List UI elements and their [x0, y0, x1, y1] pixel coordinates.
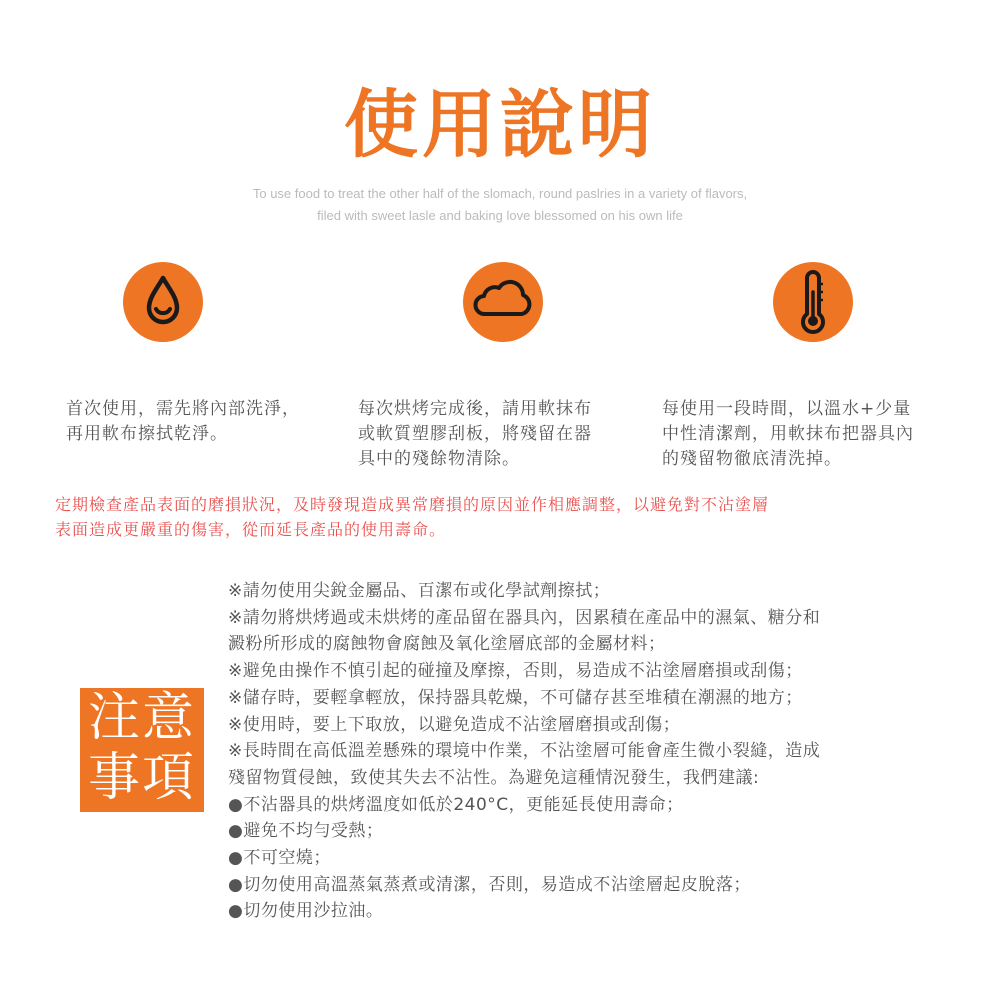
maintenance-notice [55, 492, 965, 542]
caution-item: ※避免由操作不慎引起的碰撞及摩擦，否則，易造成不沾塗層磨損或刮傷； [228, 661, 803, 682]
recommendation-text: 不沾器具的烘烤溫度如低於240°C，更能延長使用壽命； [243, 794, 684, 815]
bullet-dot: ● [228, 821, 244, 842]
subtitle-line: filed with sweet lasle and baking love blessomed on his own life [317, 208, 683, 223]
water-drop-icon [123, 262, 203, 342]
page-title: 使用說明 [344, 82, 656, 168]
step-line: 具中的殘餘物清除。 [358, 449, 520, 469]
step-line: 或軟質塑膠刮板，將殘留在器 [358, 424, 592, 444]
recommendation-text: 不可空燒； [243, 848, 331, 869]
recommendation-text: 避免不均勻受熱； [243, 821, 384, 842]
badge-line: 注意 [87, 688, 196, 748]
badge-line: 事項 [87, 748, 196, 808]
thermometer-icon [773, 262, 853, 342]
recommendation-item [228, 792, 973, 819]
recommendation-item [228, 818, 973, 845]
recommendation-item [228, 845, 973, 872]
caution-badge [80, 688, 204, 812]
recommendation-item [228, 872, 973, 899]
caution-item: 殘留物質侵蝕，致使其失去不沾性。為避免這種情況發生，我們建議: [228, 767, 760, 788]
caution-item: ※請勿將烘烤過或未烘烤的產品留在器具內，因累積在產品中的濕氣、糖分和 [228, 607, 821, 628]
bullet-dot: ● [228, 848, 244, 869]
notice-line: 定期檢查產品表面的磨損狀況，及時發現造成異常磨損的原因並作相應調整，以避免對不沾塗層 [55, 495, 770, 514]
caution-item: ※使用時，要上下取放，以避免造成不沾塗層磨損或刮傷； [228, 714, 681, 735]
subtitle-line: To use food to treat the other half of the slomach, round paslries in a variety of flavors, [252, 186, 748, 201]
cloud-icon [463, 262, 543, 342]
bullet-dot: ● [228, 901, 244, 922]
step-3-text [662, 397, 914, 472]
step-2-text [358, 397, 592, 472]
step-line: 每次烘烤完成後，請用軟抹布 [358, 399, 592, 419]
step-line: 再用軟布擦拭乾淨。 [66, 424, 228, 444]
caution-item: 澱粉所形成的腐蝕物會腐蝕及氧化塗層底部的金屬材料； [228, 634, 666, 655]
caution-item: ※儲存時，要輕拿輕放，保持器具乾燥，不可儲存甚至堆積在潮濕的地方； [228, 687, 803, 708]
step-line: 的殘留物徹底清洗掉。 [662, 449, 842, 469]
step-line: 中性清潔劑，用軟抹布把器具內 [662, 424, 914, 444]
bullet-dot: ● [228, 874, 244, 895]
notice-line: 表面造成更嚴重的傷害，從而延長產品的使用壽命。 [55, 520, 447, 539]
recommendation-item [228, 898, 973, 925]
subtitle [0, 183, 1000, 227]
caution-list [228, 578, 973, 925]
step-1-text [66, 397, 300, 447]
caution-item: ※長時間在高低溫差懸殊的環境中作業，不沾塗層可能會產生微小裂縫，造成 [228, 741, 821, 762]
bullet-dot: ● [228, 794, 244, 815]
step-line: 每使用一段時間，以溫水+少量 [662, 399, 912, 419]
recommendation-text: 切勿使用高溫蒸氣蒸煮或清潔，否則，易造成不沾塗層起皮脫落； [243, 874, 751, 895]
caution-item: ※請勿使用尖銳金屬品、百潔布或化學試劑擦拭； [228, 581, 611, 601]
step-line: 首次使用，需先將內部洗淨， [66, 399, 300, 419]
recommendation-text: 切勿使用沙拉油。 [243, 901, 384, 922]
